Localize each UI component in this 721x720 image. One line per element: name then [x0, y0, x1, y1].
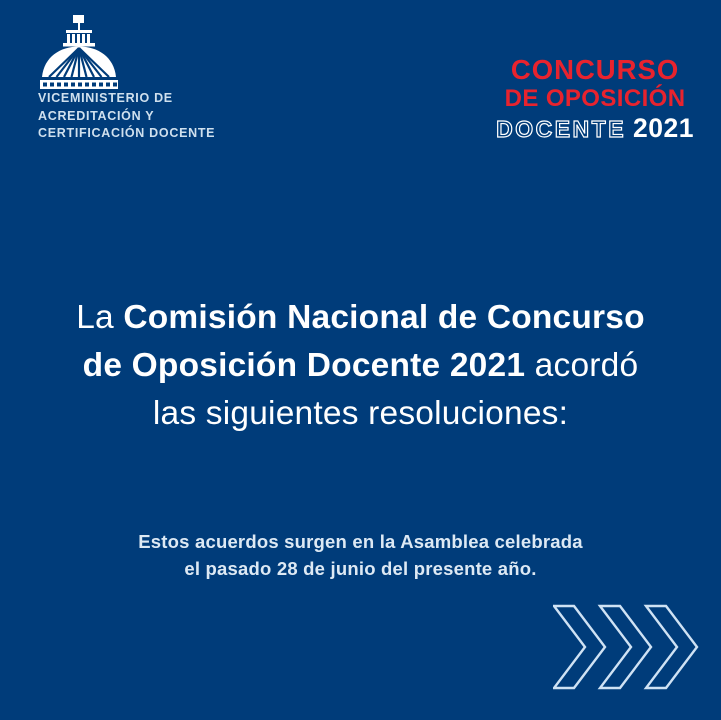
campaign-docente-outline-text: DOCENTE — [496, 115, 627, 142]
campaign-logo — [496, 56, 694, 141]
note-line-2: el pasado 28 de junio del presente año. — [184, 557, 537, 579]
heading-line-3: las siguientes resoluciones: — [152, 395, 569, 432]
campaign-title-line2: DE OPOSICIÓN — [504, 84, 686, 112]
note-paragraph — [0, 529, 721, 582]
campaign-year-text: 2021 — [633, 112, 694, 143]
campaign-title-line1: CONCURSO — [510, 54, 680, 85]
campaign-title-line3 — [496, 112, 694, 143]
heading-line-1 — [0, 294, 721, 342]
heading-line-2 — [0, 342, 721, 390]
capitol-dome-icon — [40, 15, 118, 91]
heading-bold-text: Comisión Nacional de Concurso — [123, 299, 645, 336]
note-line-1: Estos acuerdos surgen en la Asamblea celebrada — [138, 531, 583, 552]
ministry-name — [38, 90, 215, 143]
main-heading — [0, 294, 721, 438]
heading-bold-text: de Oposición Docente 2021 — [82, 347, 526, 384]
triple-chevron-right-icon — [553, 604, 703, 692]
ministry-name-line: CERTIFICACIÓN DOCENTE — [38, 126, 216, 140]
ministry-name-line: VICEMINISTERIO DE — [38, 91, 173, 105]
ministry-name-line: ACREDITACIÓN Y — [38, 108, 155, 123]
heading-regular-text: La — [76, 299, 124, 336]
heading-regular-text: acordó — [525, 347, 639, 384]
